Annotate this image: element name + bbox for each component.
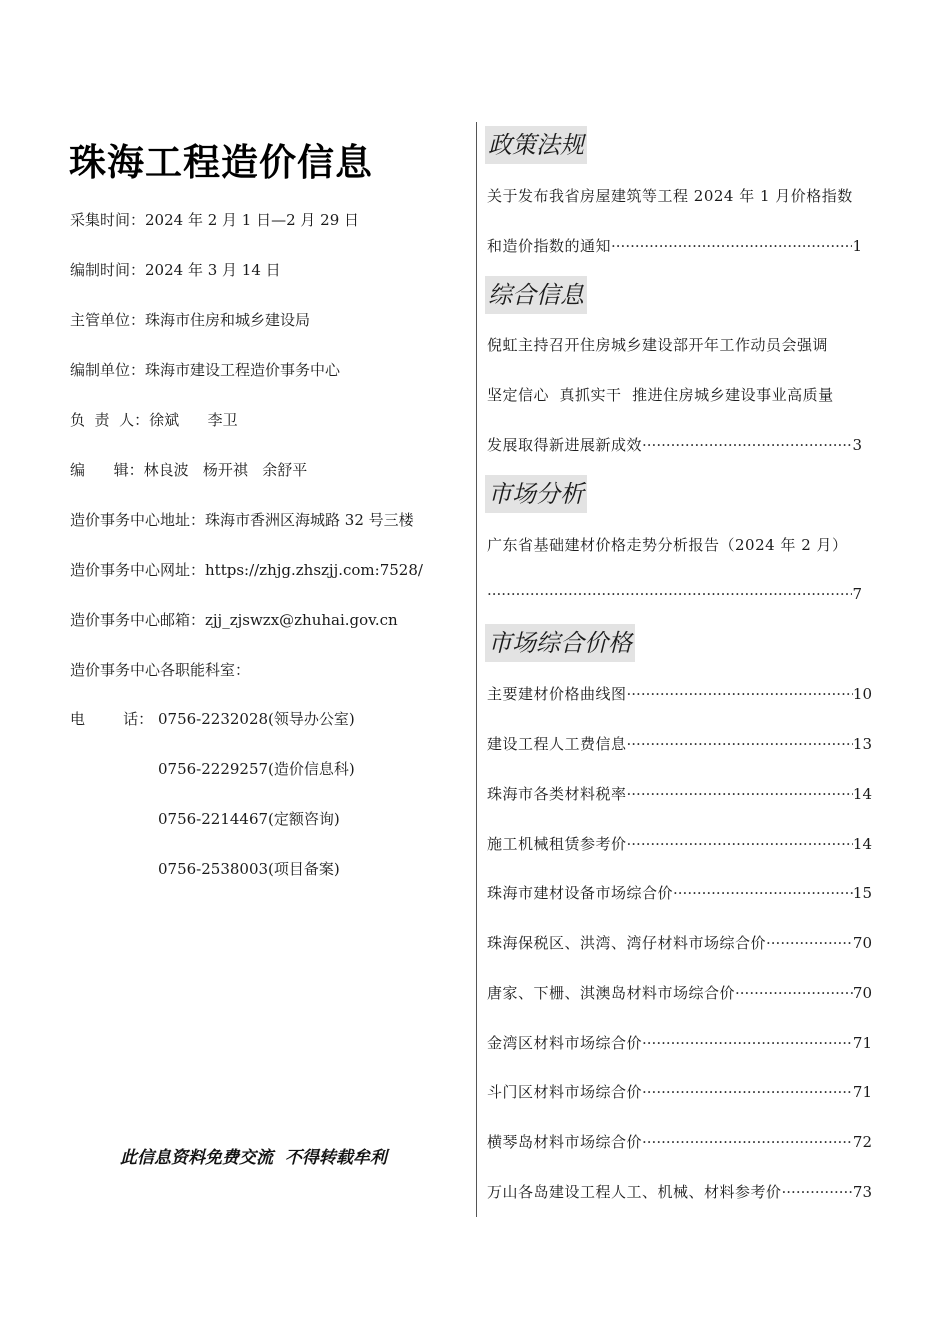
phone-project-filing: 0756-2538003(项目备案) [158,860,340,878]
toc-entry-title: 珠海市建材设备市场综合价 [487,884,674,902]
toc-entry-page: 71 [852,1034,872,1052]
toc-entry-page: 15 [852,884,872,902]
toc-leader-dots [627,684,853,704]
toc-entry-page: 71 [852,1083,872,1101]
toc-entry-title: 建设工程人工费信息 [487,735,627,753]
center-website: 造价事务中心网址：https://zhjg.zhszjj.com:7528/ [70,561,423,579]
toc-price-entry[interactable] [487,684,872,704]
phone-quota-consult: 0756-2214467(定额咨询) [158,810,340,828]
toc-leader-dots [642,1082,853,1102]
toc-leader-dots [766,933,853,953]
compiler-unit: 编制单位：珠海市建设工程造价事务中心 [70,361,341,379]
toc-entry-page: 73 [852,1183,872,1201]
toc-price-entry[interactable] [487,933,872,953]
phone-info-dept: 0756-2229257(造价信息科) [158,760,355,778]
toc-leader-dots [782,1182,853,1202]
toc-general-entry[interactable] [487,435,862,455]
toc-market-line1: 广东省基础建材价格走势分析报告（2024 年 2 月） [487,536,848,554]
section-header-general: 综合信息 [485,276,587,314]
toc-price-entry[interactable] [487,834,872,854]
toc-price-entry[interactable] [487,883,872,903]
toc-price-entry[interactable] [487,734,872,754]
toc-price-entry[interactable] [487,983,872,1003]
departments-label: 造价事务中心各职能科室： [70,661,251,679]
toc-entry-title: 和造价指数的通知 [487,237,612,255]
toc-entry-title: 主要建材价格曲线图 [487,685,627,703]
toc-entry-title: 施工机械租赁参考价 [487,835,627,853]
toc-entry-title: 珠海保税区、洪湾、湾仔材料市场综合价 [487,934,767,952]
toc-price-entry[interactable] [487,1182,872,1202]
toc-leader-dots [611,236,852,256]
toc-leader-dots [642,1132,853,1152]
toc-price-entry[interactable] [487,1082,872,1102]
toc-leader-dots [627,834,853,854]
section-header-market: 市场分析 [485,475,587,513]
toc-entry-page: 70 [852,984,872,1002]
toc-entry-page: 14 [852,785,872,803]
toc-entry-page: 72 [852,1133,872,1151]
supervisor-unit: 主管单位：珠海市住房和城乡建设局 [70,311,311,329]
responsible-person: 负 责 人：徐斌 李卫 [70,411,238,429]
toc-leader-dots [735,983,853,1003]
toc-entry-title: 唐家、下栅、淇澳岛材料市场综合价 [487,984,736,1002]
editors: 编 辑：林良波 杨开祺 余舒平 [70,461,308,479]
page-title: 珠海工程造价信息 [69,140,373,184]
toc-entry-page: 1 [852,237,862,255]
compile-time: 编制时间：2024 年 3 月 14 日 [70,261,281,279]
toc-entry-title: 金湾区材料市场综合价 [487,1034,643,1052]
toc-entry-page: 14 [852,835,872,853]
toc-entry-title: 珠海市各类材料税率 [487,785,627,803]
toc-policy-entry[interactable] [487,236,862,256]
toc-market-entry[interactable] [487,584,862,604]
toc-entry-page: 3 [852,436,862,454]
phone-leadership: 0756-2232028(领导办公室) [158,710,355,728]
toc-entry-title: 发展取得新进展新成效 [487,436,643,454]
toc-leader-dots [487,584,852,604]
toc-entry-page: 13 [852,735,872,753]
toc-entry-page: 70 [852,934,872,952]
toc-price-entry[interactable] [487,784,872,804]
toc-entry-page: 7 [852,585,862,603]
toc-price-entry[interactable] [487,1132,872,1152]
center-address: 造价事务中心地址：珠海市香洲区海城路 32 号三楼 [70,511,414,529]
section-header-policy: 政策法规 [485,126,587,164]
toc-policy-line1: 关于发布我省房屋建筑等工程 2024 年 1 月价格指数 [487,187,853,205]
toc-leader-dots [642,435,852,455]
toc-general-line1: 倪虹主持召开住房城乡建设部开年工作动员会强调 [487,336,829,354]
footer-note: 此信息资料免费交流 不得转载牟利 [120,1148,387,1168]
toc-entry-page: 10 [852,685,872,703]
toc-entry-title: 万山各岛建设工程人工、机械、材料参考价 [487,1183,782,1201]
toc-general-line2: 坚定信心 真抓实干 推进住房城乡建设事业高质量 [487,386,834,404]
section-header-prices: 市场综合价格 [485,624,635,662]
toc-price-entry[interactable] [487,1033,872,1053]
toc-leader-dots [642,1033,853,1053]
toc-leader-dots [627,784,853,804]
toc-leader-dots [627,734,853,754]
toc-entry-title: 横琴岛材料市场综合价 [487,1133,643,1151]
toc-entry-title: 斗门区材料市场综合价 [487,1083,643,1101]
phone-label: 电 话： [70,710,154,728]
center-email: 造价事务中心邮箱：zjj_zjswzx@zhuhai.gov.cn [70,611,398,629]
toc-leader-dots [673,883,853,903]
column-divider [476,122,477,1217]
collect-time: 采集时间：2024 年 2 月 1 日—2 月 29 日 [70,211,360,229]
